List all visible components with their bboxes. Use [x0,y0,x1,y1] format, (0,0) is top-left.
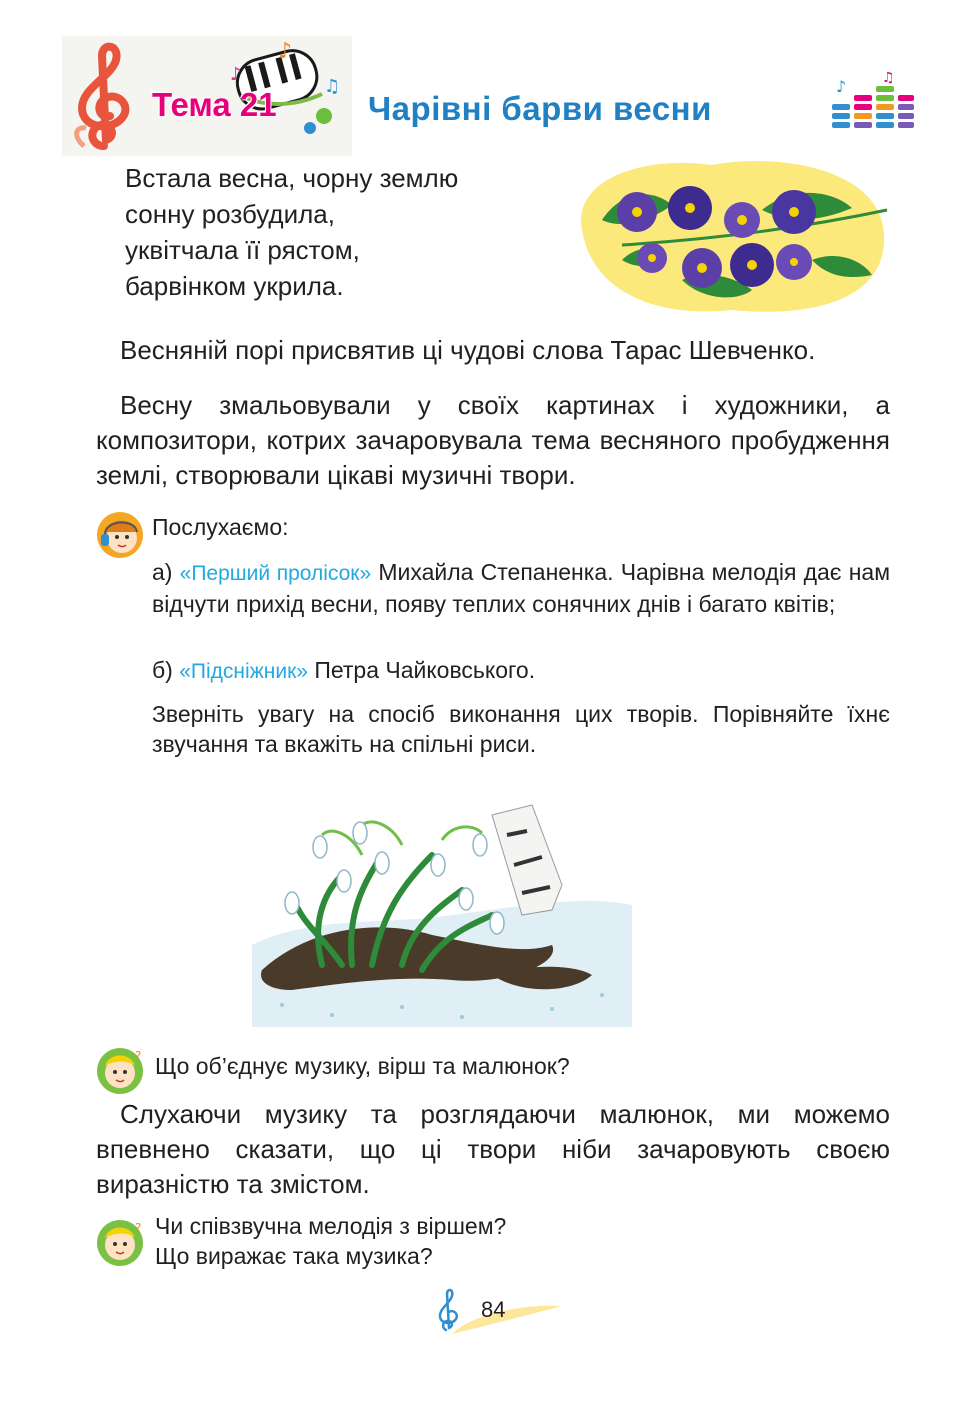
item-prefix: б) [152,657,180,683]
work-title-link[interactable]: «Перший пролісок» [179,562,372,585]
svg-text:♪: ♪ [278,39,293,64]
poem-line: сонну розбудила, [125,199,335,229]
question-2 [155,1211,506,1271]
question-2-line: Чи співзвучна мелодія з віршем? [155,1213,507,1239]
listening-item-a [152,557,890,619]
page-number: 84 [481,1297,506,1322]
listening-note: Зверніть увагу на спосіб виконання цих творів. Порівняйте їхнє звучання та вкажіть на спільні риси. [152,701,890,757]
question-1: Що об’єднує музику, вірш та малюнок? [155,1053,570,1079]
snowdrop-illustration [252,795,632,1027]
topic-label: Тема 21 [152,86,277,123]
topic-title: Чарівні барви весни [368,90,712,127]
item-text: Петра Чайковського. [307,657,536,683]
intro-paragraph: Весну змальовували у своїх картинах і художники, а композитори, котрих зачаровувала тема весняного пробудження землі, створювали цікаві музичні твори. [96,390,890,490]
listen-label: Послухаємо: [152,514,289,540]
poem [125,160,458,304]
answer-paragraph: Слухаючи музику та розглядаючи малюнок, ми можемо впевнено сказати, що ці твори ніби зачаровують своєю виразністю та змістом. [96,1099,890,1199]
svg-text:?: ? [135,1221,142,1235]
svg-text:♫: ♫ [882,70,895,86]
svg-text:♪: ♪ [230,64,242,85]
work-title-link[interactable]: «Підсніжник» [179,660,308,683]
question-2-line: Що виражає така музика? [155,1243,433,1269]
intro-paragraph: Весняній порі присвятив ці чудові слова Тарас Шевченко. [120,335,816,365]
item-prefix: а) [152,559,180,585]
svg-text:♫: ♫ [324,76,341,97]
poem-line: Встала весна, чорну землю [125,163,459,193]
svg-text:?: ? [135,1049,142,1063]
thinking-boy-icon [95,1218,145,1268]
poem-line: уквітчала її рястом, [125,235,360,265]
item-text: Михайла Степаненка. Чарівна мелодія дає нам відчути прихід весни, появу теплих сонячних днів і багато квітів; [152,559,891,617]
music-equalizer-icon [830,70,916,130]
listening-item-b [152,655,535,687]
thinking-boy-icon [95,1046,145,1096]
svg-text:♪: ♪ [836,77,847,96]
periwinkle-illustration [562,150,892,320]
poem-line: барвінком укрила. [125,271,344,301]
headphones-girl-icon [95,510,145,560]
